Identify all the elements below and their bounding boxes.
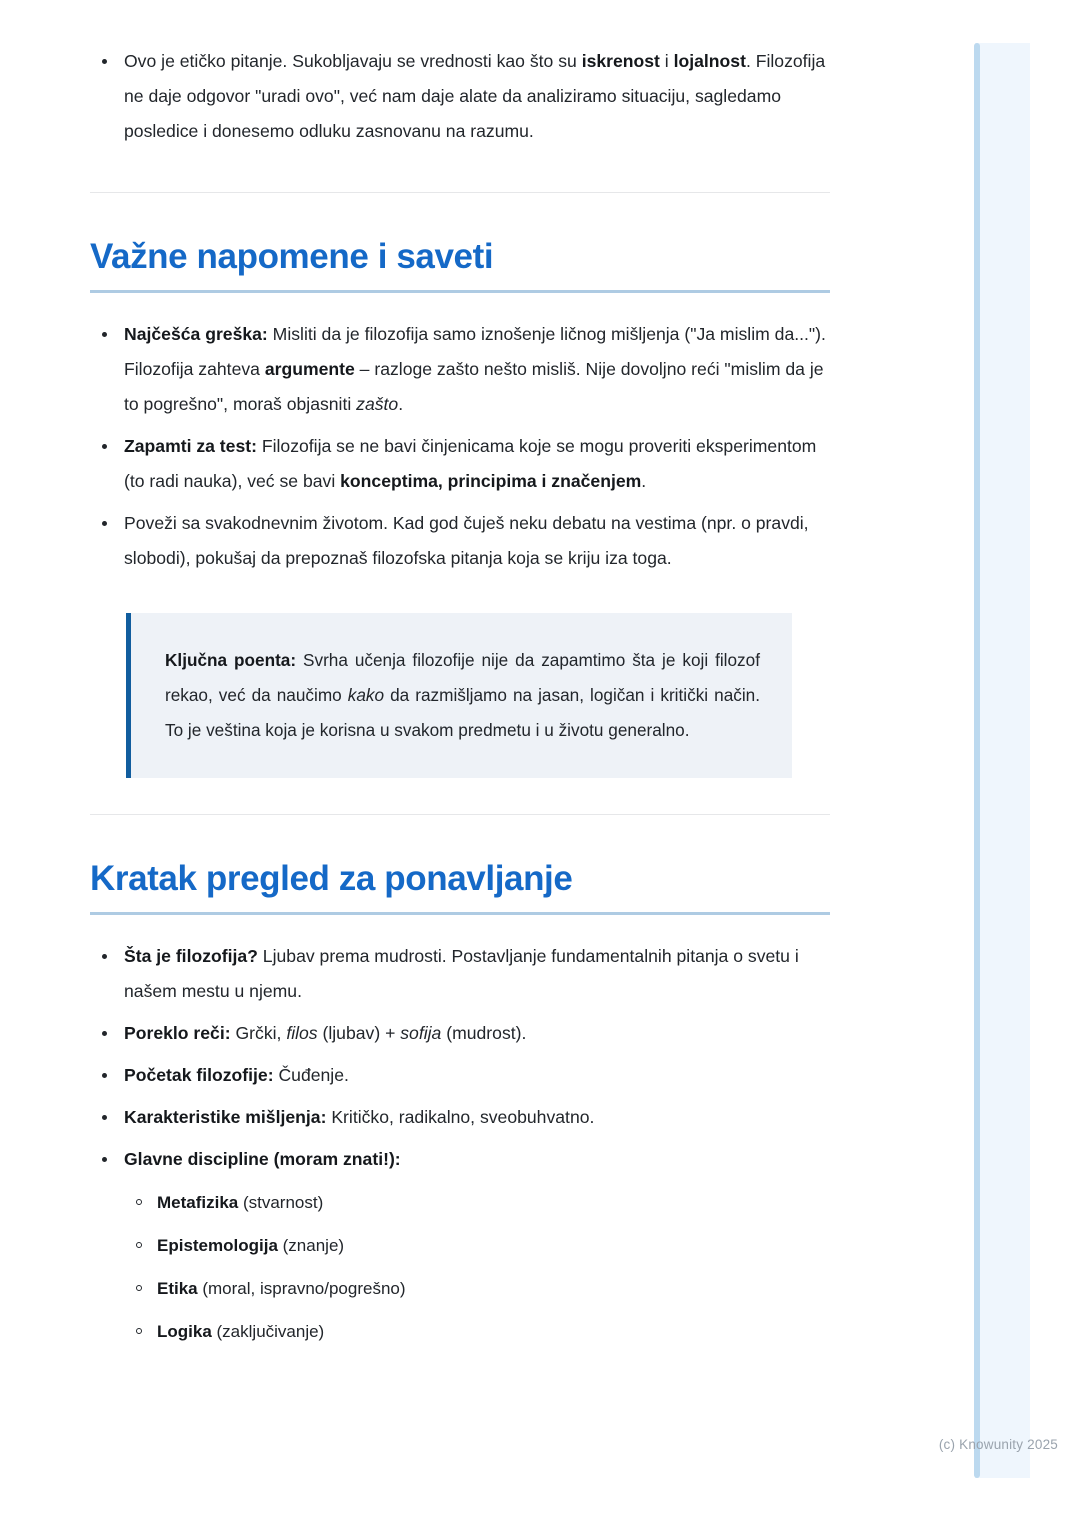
- list-item: [90, 1100, 830, 1135]
- disciplines-sub-list: [124, 1181, 830, 1353]
- callout-text-part2: da razmišljamo na jasan, logičan i kritički način. To je veština koja je korisna u svakom predmetu i u životu generalno.: [165, 685, 760, 741]
- review-bullet-list: [90, 939, 830, 1353]
- list-item: [90, 1016, 830, 1051]
- discipline-gloss: (moral, ispravno/pogrešno): [197, 1279, 406, 1299]
- page-title-review: Kratak pregled za ponavljanje: [90, 859, 573, 899]
- document-content: [90, 0, 830, 1360]
- discipline-name-metafizika: Metafizika: [157, 1193, 239, 1213]
- bullet-italic-zasto: zašto: [356, 394, 399, 415]
- bullet-lead-pocetak-filozofije: Početak filozofije:: [124, 1065, 274, 1086]
- callout-italic-kako: kako: [347, 685, 385, 706]
- list-item: [90, 317, 830, 422]
- list-item: [90, 506, 830, 576]
- bullet-text-part1: Grčki,: [230, 1023, 287, 1044]
- bullet-lead-poreklo-reci: Poreklo reči:: [124, 1023, 231, 1044]
- discipline-name-logika: Logika: [157, 1322, 212, 1342]
- callout-lead-kljucna-poenta: Ključna poenta:: [165, 650, 297, 671]
- bullet-lead-zapamti-za-test: Zapamti za test:: [124, 436, 257, 457]
- bullet-text-part2: .: [641, 471, 647, 492]
- callout-paragraph: [165, 643, 760, 748]
- list-item: [90, 429, 830, 499]
- bullet-text-part3: (mudrost).: [441, 1023, 527, 1044]
- bullet-bold-argumente: argumente: [264, 359, 355, 380]
- intro-text-part3: . Filozofija ne daje odgovor "uradi ovo", već nam daje alate da analiziramo situaciju, sagledamo posledice i donesemo odluku zasnovanu na razumu.: [124, 51, 826, 141]
- bullet-text-part2: – razloge zašto nešto misliš. Nije dovoljno reći "mislim da je to pogrešno", moraš objasniti: [124, 359, 824, 415]
- list-item: [124, 1181, 830, 1224]
- discipline-gloss: (stvarnost): [238, 1193, 324, 1213]
- discipline-gloss: (zaključivanje): [211, 1322, 325, 1342]
- intro-text-part2: i: [659, 51, 674, 71]
- bullet-lead-karakteristike-misljenja: Karakteristike mišljenja:: [124, 1107, 327, 1128]
- bullet-italic-sofija: sofija: [400, 1023, 442, 1044]
- bullet-text-part3: .: [398, 394, 404, 415]
- bullet-bold-koncepti: konceptima, principima i značenjem: [340, 471, 642, 492]
- bullet-text-part1: Čuđenje.: [273, 1065, 349, 1086]
- list-item: [90, 939, 830, 1009]
- discipline-name-etika: Etika: [157, 1279, 198, 1299]
- page-title-notes: Važne napomene i saveti: [90, 237, 494, 276]
- vertical-scrollbar-track[interactable]: [975, 43, 1030, 1478]
- intro-bold-iskrenost: iskrenost: [581, 51, 660, 71]
- vertical-scrollbar-thumb[interactable]: [974, 43, 980, 1478]
- notes-bullet-list: [90, 317, 830, 576]
- intro-bold-lojalnost: lojalnost: [673, 51, 746, 71]
- bullet-text-part2: (ljubav) +: [317, 1023, 401, 1044]
- bullet-lead-glavne-discipline: Glavne discipline (moram znati!):: [124, 1149, 401, 1170]
- list-item: [124, 1310, 830, 1353]
- copyright-watermark: (c) Knowunity 2025: [938, 1437, 1058, 1452]
- bullet-lead-sta-je-filozofija: Šta je filozofija?: [124, 946, 258, 967]
- list-item: [90, 44, 830, 149]
- key-point-callout: [126, 613, 792, 778]
- bullet-lead-najcesca-greska: Najčešća greška:: [124, 324, 268, 345]
- list-item: [124, 1267, 830, 1310]
- discipline-name-epistemologija: Epistemologija: [157, 1236, 278, 1256]
- discipline-gloss: (znanje): [277, 1236, 345, 1256]
- list-item: [90, 1058, 830, 1093]
- bullet-text-part1: Misliti da je filozofija samo iznošenje ličnog mišljenja ("Ja mislim da..."). Filozofija zahteva: [124, 324, 826, 380]
- callout-text-part1: Svrha učenja filozofije nije da zapamtimo šta je koji filozof rekao, već da naučimo: [165, 650, 760, 706]
- bullet-italic-filos: filos: [286, 1023, 318, 1044]
- bullet-text-part1: Ljubav prema mudrosti. Postavljanje fundamentalnih pitanja o svetu i našem mestu u njemu.: [124, 946, 799, 1002]
- bullet-text-part1: Kritičko, radikalno, sveobuhvatno.: [326, 1107, 595, 1128]
- list-item: [124, 1224, 830, 1267]
- bullet-text-part1: Poveži sa svakodnevnim životom. Kad god čuješ neku debatu na vestima (npr. o pravdi, slobodi), pokušaj da prepoznaš filozofska pitanja koja se kriju iza toga.: [124, 513, 809, 569]
- list-item: [90, 1142, 830, 1353]
- intro-bullet-list: [90, 44, 830, 149]
- bullet-text-part1: Filozofija se ne bavi činjenicama koje se mogu proveriti eksperimentom (to radi nauka), već se bavi: [124, 436, 817, 492]
- intro-text-part1: Ovo je etičko pitanje. Sukobljavaju se vrednosti kao što su: [124, 51, 582, 71]
